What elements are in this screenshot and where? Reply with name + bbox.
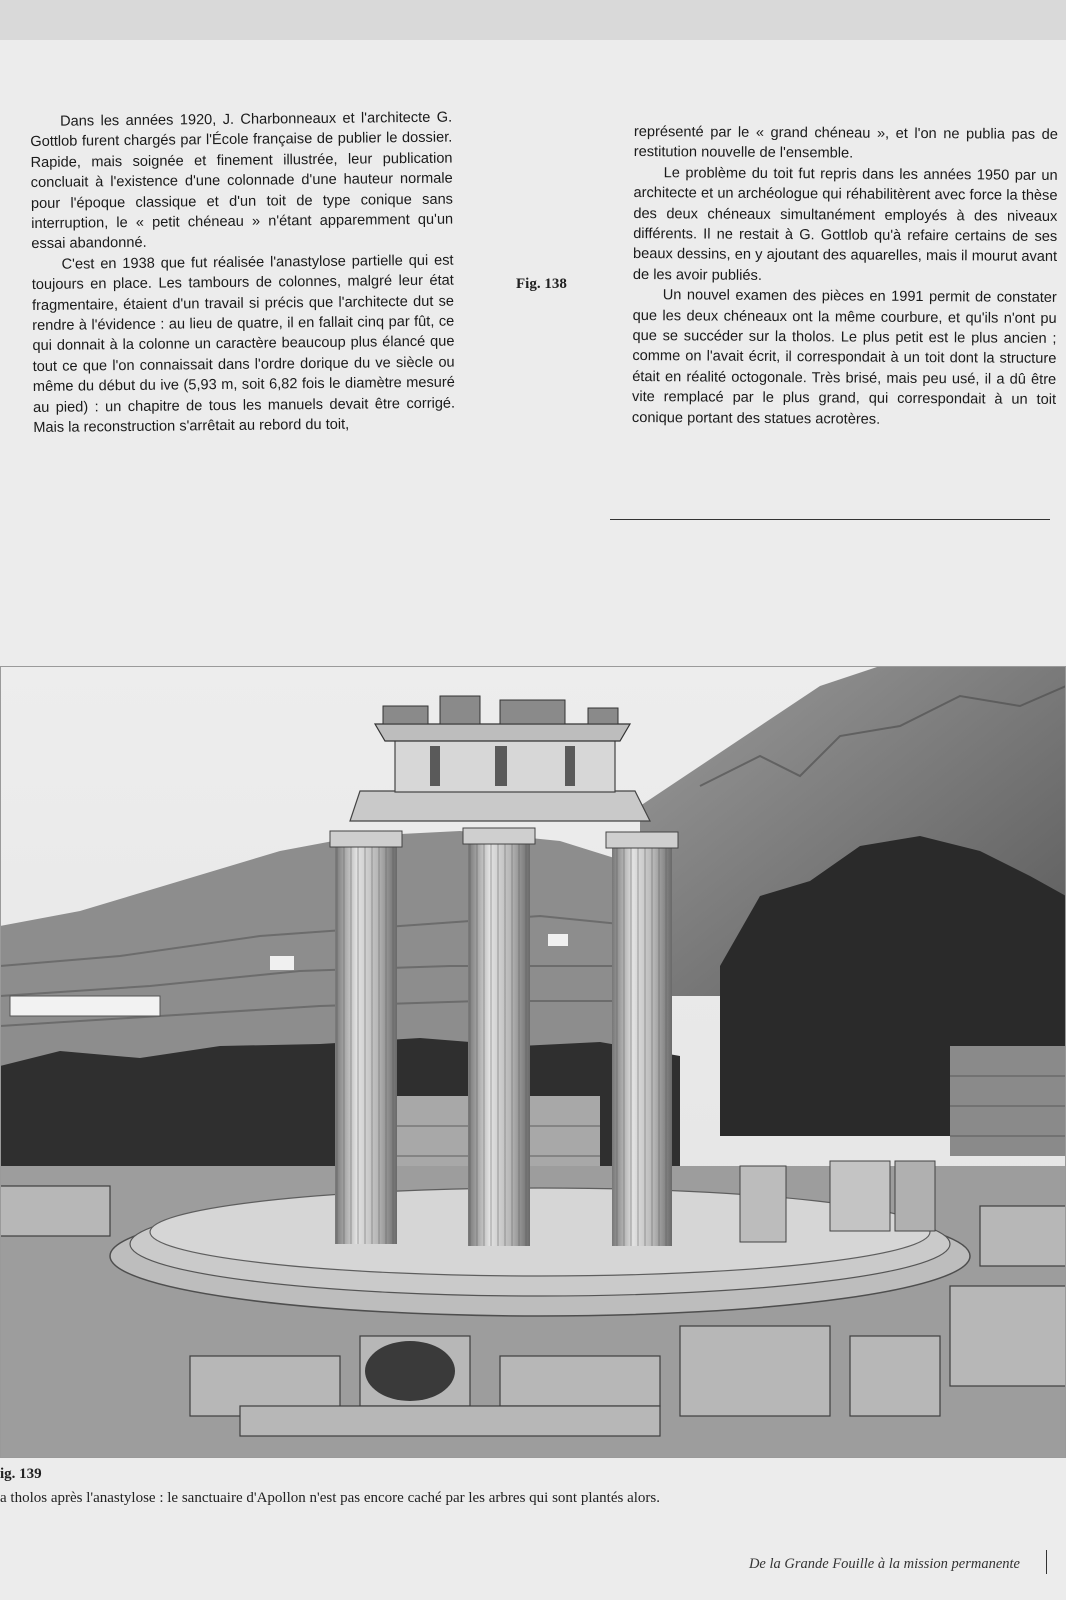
running-footer: De la Grande Fouille à la mission permanente bbox=[748, 1556, 1020, 1572]
text-column-right bbox=[632, 122, 1058, 431]
footer-divider bbox=[1046, 1550, 1047, 1574]
photo-drawing bbox=[0, 666, 1066, 1458]
figure-number: ig. 139 bbox=[0, 1466, 42, 1482]
village-building bbox=[10, 996, 160, 1016]
paragraph: Le problème du toit fut repris dans les années 1950 par un architecte et un archéologue qui réhabilitèrent avec force la thèse des deux chéneaux simultanément employés à des niveaux différents. Il ne restait à G. Gottlob qu'à refaire certains de ses beaux dessins, en y ajoutant des aquarelles, mais il mourut avant de les avoir publiés. bbox=[632, 165, 1058, 284]
paragraph: représenté par le « grand chéneau », et l'on ne publia pas de restitution nouvelle de l'ensemble. bbox=[633, 123, 1058, 162]
village-building bbox=[548, 934, 568, 946]
cornice bbox=[375, 724, 630, 741]
figure-reference-138: Fig. 138 bbox=[516, 276, 567, 292]
doric-column bbox=[606, 832, 678, 1246]
section-rule bbox=[610, 519, 1050, 520]
text-column-left bbox=[30, 108, 455, 439]
retaining-wall bbox=[950, 1046, 1066, 1156]
entablature bbox=[350, 791, 650, 821]
paragraph: Dans les années 1920, J. Charbonneaux et l'architecte G. Gottlob furent chargés par l'École française de publier le dossier. Rapide, mais soignée et finement illustrée, leur publication concluait à l'existence d'une colonnade d'une hauteur normale pour l'époque classique et d'un toit de type conique sans interruption, le « petit chéneau » n'étant apparemment qu'un essai abandonné. bbox=[30, 109, 454, 253]
tholos-photograph bbox=[0, 666, 1066, 1458]
village-building bbox=[270, 956, 294, 970]
column-fragment bbox=[740, 1166, 786, 1242]
dark-stone bbox=[365, 1341, 455, 1401]
paragraph: Un nouvel examen des pièces en 1991 permit de constater que les deux chéneaux ont la même courbure, et qu'ils n'ont pu que se succéder sur la tholos. Le plus petit est le plus ancien ; comme on l'avait écrit, il correspondait à un toit dont la structure était en réalité octogonale. Très brisé, mais peu usé, il a dû être vite remplacé par le plus grand, qui correspondait à un toit conique portant des statues acrotères. bbox=[631, 287, 1057, 428]
paragraph: C'est en 1938 que fut réalisée l'anastylose partielle qui est toujours en place. Les tambours de colonnes, malgré leur état fragmentaire, étaient d'un travail si précis que l'architecte dut se rendre à l'évidence : au lieu de quatre, il en fallait cinq par fût, ce qui donnait à la colonne un caractère beaucoup plus élancé que tout ce que l'on connaissait dans l'ordre dorique du ve siècle ou même du début du ive (5,93 m, soit 6,82 fois le diamètre mesuré au pied) : un chapitre de tous les manuels devait être corrigé. Mais la reconstruction s'arrêtait au rebord du toit, bbox=[31, 252, 456, 437]
column-fragment bbox=[830, 1161, 890, 1231]
column-fragment bbox=[895, 1161, 935, 1231]
doric-column bbox=[330, 831, 402, 1244]
stylobate-step bbox=[150, 1188, 930, 1276]
figure-caption: a tholos après l'anastylose : le sanctuaire d'Apollon n'est pas encore caché par les arbres qui sont plantés alors. bbox=[0, 1490, 660, 1506]
doric-column bbox=[463, 828, 535, 1246]
